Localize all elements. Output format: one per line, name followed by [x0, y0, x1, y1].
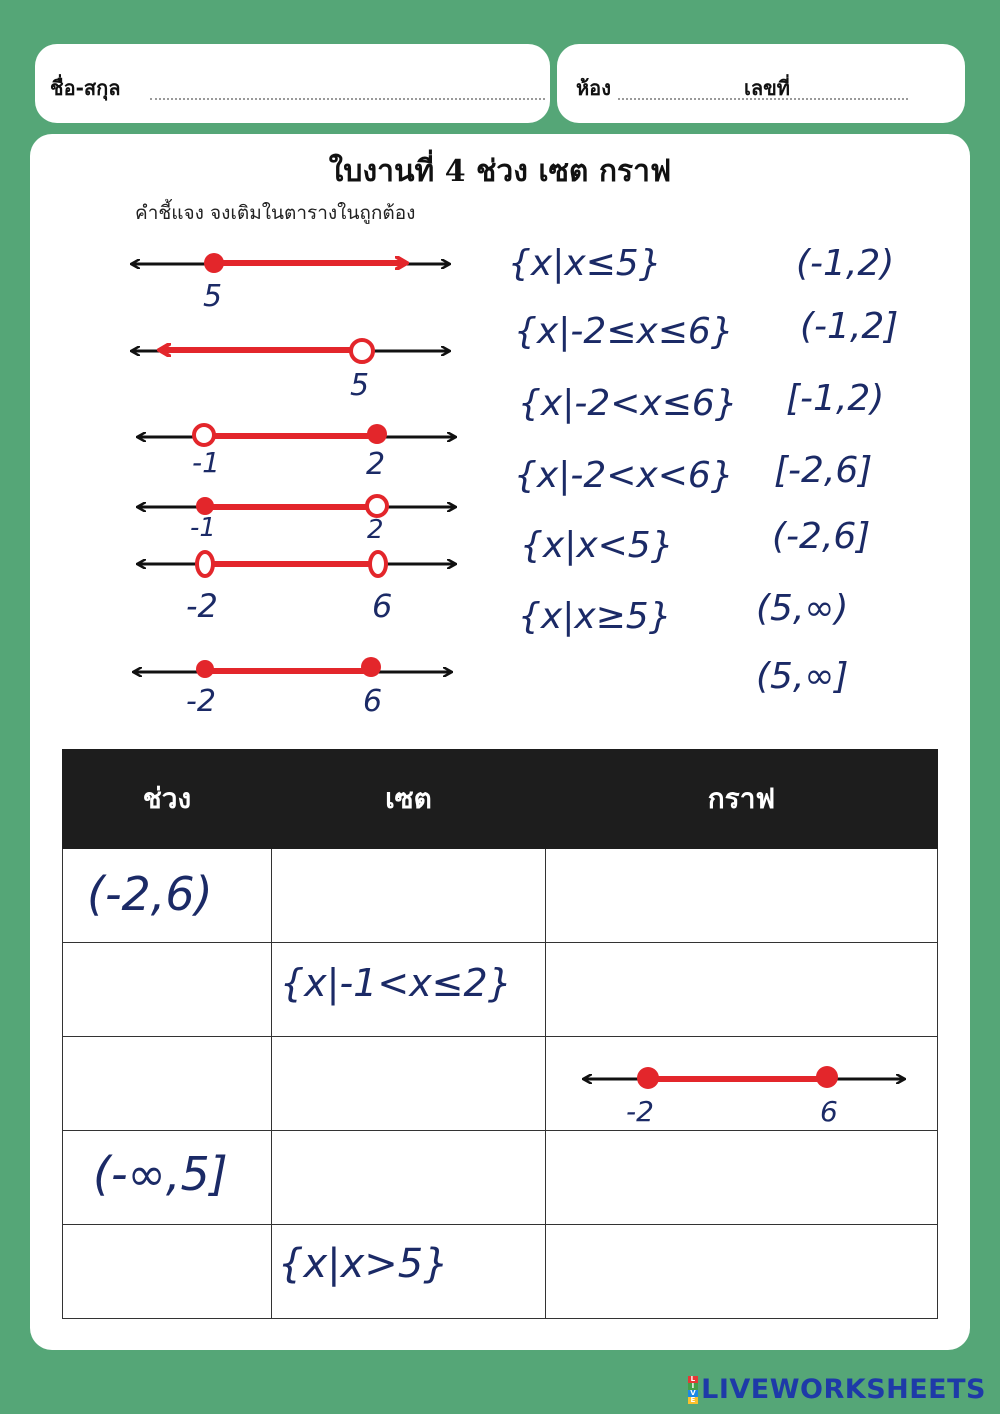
logo-text: LIVEWORKSHEETS: [701, 1374, 986, 1405]
line-3-label-1: -1: [192, 446, 220, 479]
closed-point: [637, 1067, 659, 1089]
open-point: [351, 340, 373, 362]
set-options: [508, 243, 738, 637]
interval-option[interactable]: (5,∞): [756, 588, 849, 629]
open-point: [370, 552, 386, 576]
instruction-text: คำชี้แจง จงเติมในตารางในถูกต้อง: [135, 202, 416, 224]
interval-cell[interactable]: [63, 943, 272, 1037]
interval-answer: (-2,6): [87, 867, 213, 921]
live-badge-icon: L I V E: [688, 1376, 698, 1404]
interval-cell[interactable]: [63, 1037, 272, 1131]
interval-cell[interactable]: [63, 849, 272, 943]
set-answer: {x|-1<x≤2}: [280, 961, 512, 1005]
graph-cell[interactable]: [546, 849, 938, 943]
set-option[interactable]: {x|-2<x≤6}: [518, 383, 738, 424]
graph-cell[interactable]: [546, 1131, 938, 1225]
table-row: [63, 849, 938, 943]
set-option[interactable]: {x|x≥5}: [518, 596, 672, 637]
interval-option[interactable]: (-2,6]: [772, 516, 871, 557]
number-line-6: [134, 657, 451, 719]
set-cell[interactable]: [272, 849, 546, 943]
line-6-label-2: 6: [363, 684, 383, 719]
set-option[interactable]: {x|x<5}: [520, 525, 674, 566]
line-2-label-1: 5: [350, 368, 370, 403]
table-row: [63, 1131, 938, 1225]
table-header-row: [63, 750, 938, 849]
open-point: [197, 552, 213, 576]
number-label: เลขที่: [744, 76, 790, 100]
header-set: เซต: [272, 750, 546, 849]
name-label: ชื่อ-สกุล: [50, 76, 121, 100]
set-cell[interactable]: [272, 1225, 546, 1319]
set-option[interactable]: {x|-2<x<6}: [514, 455, 734, 496]
interval-cell[interactable]: [63, 1225, 272, 1319]
set-cell[interactable]: [272, 943, 546, 1037]
set-option[interactable]: {x|x≤5}: [508, 243, 662, 284]
number-line-5: [138, 552, 455, 625]
closed-point: [367, 424, 387, 444]
interval-cell[interactable]: [63, 1131, 272, 1225]
interval-option[interactable]: (5,∞]: [756, 656, 849, 697]
graph-label-2: 6: [820, 1095, 838, 1128]
interval-option[interactable]: [-1,2): [786, 378, 885, 419]
open-point: [194, 425, 214, 445]
liveworksheets-logo: [688, 1374, 986, 1405]
table-row: [63, 1037, 938, 1131]
line-1-label-1: 5: [203, 279, 223, 314]
closed-point: [361, 657, 381, 677]
graph-cell[interactable]: [546, 943, 938, 1037]
graph-cell[interactable]: [546, 1037, 938, 1131]
page-title: ใบงานที่ 4 ช่วง เซต กราฟ: [328, 154, 672, 189]
number-line-4: [138, 496, 455, 545]
set-option[interactable]: {x|-2≤x≤6}: [514, 311, 734, 352]
open-point: [367, 496, 387, 516]
table-row: [63, 943, 938, 1037]
number-line-1: [132, 253, 449, 314]
closed-point: [196, 660, 214, 678]
graph-number-line: [546, 1037, 936, 1130]
closed-point: [816, 1066, 838, 1088]
interval-option[interactable]: (-1,2): [796, 243, 895, 284]
header-interval: ช่วง: [63, 750, 272, 849]
interval-options: [756, 243, 898, 697]
line-4-label-2: 2: [367, 515, 384, 545]
number-line-2: [132, 340, 449, 403]
line-4-label-1: -1: [190, 513, 216, 543]
room-label: ห้อง: [576, 76, 611, 100]
answer-table: [62, 749, 938, 1319]
interval-option[interactable]: (-1,2]: [800, 306, 899, 347]
graph-cell[interactable]: [546, 1225, 938, 1319]
header-graph: กราฟ: [546, 750, 938, 849]
table-row: [63, 1225, 938, 1319]
line-3-label-2: 2: [366, 447, 386, 482]
set-cell[interactable]: [272, 1131, 546, 1225]
set-cell[interactable]: [272, 1037, 546, 1131]
line-5-label-1: -2: [186, 587, 218, 625]
line-6-label-1: -2: [186, 684, 216, 719]
interval-answer: (-∞,5]: [93, 1147, 228, 1201]
number-line-3: [138, 424, 455, 482]
line-5-label-2: 6: [372, 587, 393, 625]
closed-point: [204, 253, 224, 273]
graph-label-1: -2: [626, 1095, 654, 1128]
interval-option[interactable]: [-2,6]: [774, 450, 873, 491]
set-answer: {x|x>5}: [278, 1241, 449, 1287]
